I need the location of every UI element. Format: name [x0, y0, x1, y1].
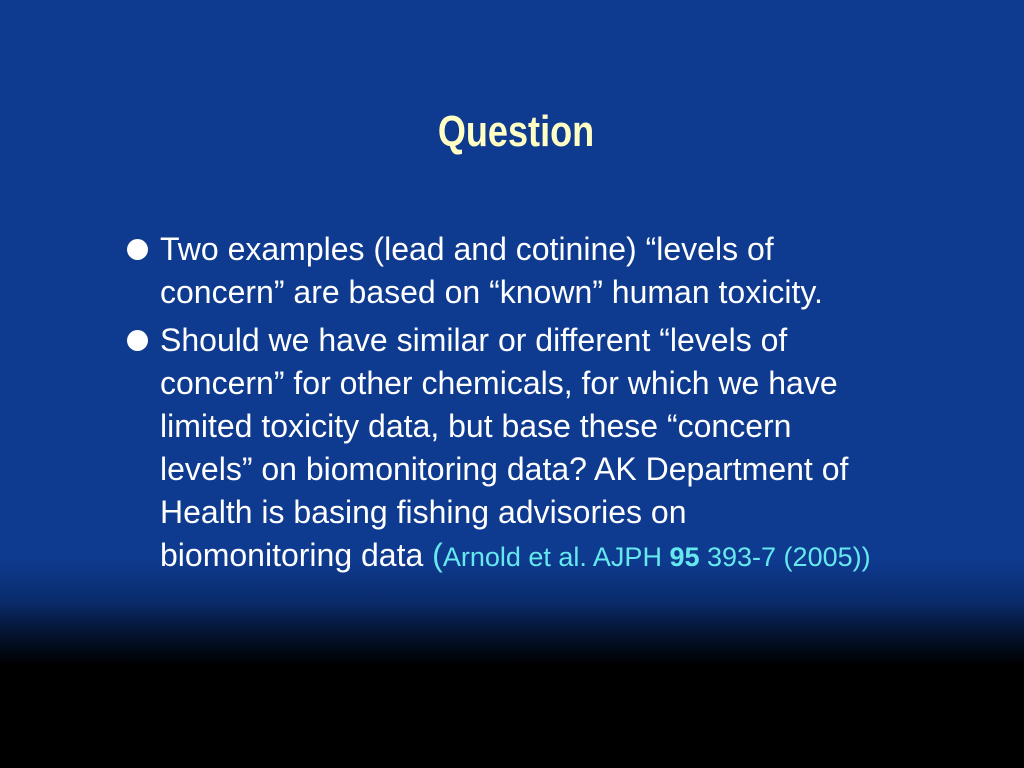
bullet-text: Should we have similar or different “levels of concern” for other chemicals, for which we have limited toxicity data, but base these “concern levels” on biomonitoring data? AK Department of Health is basing fishing advisories on biomonitoring data: [160, 322, 849, 573]
bullet-item: [126, 319, 886, 579]
bullet-list: [126, 228, 886, 584]
citation-authors-journal: Arnold et al. AJPH: [442, 542, 670, 572]
citation-pages-year: 393-7 (2005)): [699, 542, 871, 572]
citation-volume: 95: [669, 542, 700, 572]
slide-title: Question: [437, 107, 595, 156]
citation-open-paren: (: [432, 537, 443, 573]
bullet-dot-icon: [127, 330, 148, 351]
bullet-dot-icon: [127, 239, 148, 260]
citation: [432, 537, 871, 573]
bullet-text: Two examples (lead and cotinine) “levels of concern” are based on “known” human toxicity.: [160, 231, 823, 310]
bullet-item: [126, 228, 886, 314]
